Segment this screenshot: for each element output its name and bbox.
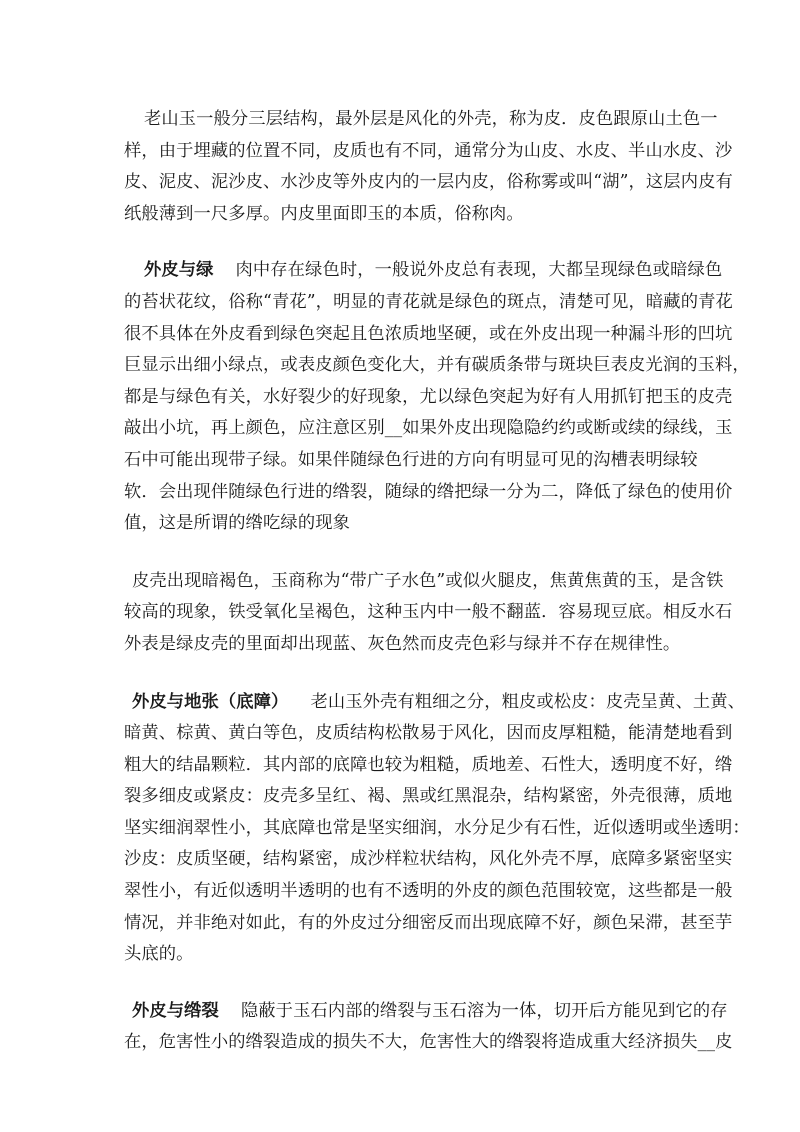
text-line: 翠性小，有近似透明半透明的也有不透明的外皮的颜色范围较宽，这些都是一般 bbox=[124, 881, 733, 902]
text-line: 都是与绿色有关，水好裂少的好现象，尤以绿色突起为好有人用抓钉把玉的皮壳 bbox=[124, 386, 733, 407]
text-line: 头底的。 bbox=[124, 944, 194, 965]
text-line: 粗大的结晶颗粒．其内部的底障也较为粗糙，质地差、石性大，透明度不好，绺 bbox=[124, 754, 733, 775]
text-line bbox=[124, 255, 723, 287]
text-span: 隐蔽于玉石内部的绺裂与玉石溶为一体，切开后方能见到它的存 bbox=[240, 1000, 728, 1021]
paragraph-skin-and-base bbox=[124, 687, 750, 971]
text-line: 沙皮：皮质坚硬，结构紧密，成沙样粒状结构，风化外壳不厚，底障多紧密坚实 bbox=[124, 849, 733, 870]
text-line: 敲出小坑，再上颜色，应注意区别__如果外皮出现隐隐约约或断或续的绿线，玉 bbox=[124, 418, 733, 439]
text-line: 的苔状花纹，俗称“青花”，明显的青花就是绿色的斑点，清楚可见，暗藏的青花 bbox=[124, 291, 733, 312]
document-page bbox=[124, 104, 750, 1059]
section-heading: 外皮与绺裂 bbox=[132, 1000, 219, 1021]
text-line: 坚实细润翠性小，其底障也常是坚实细润，水分足少有石性，近似透明或坐透明： bbox=[124, 817, 750, 838]
text-span: 肉中存在绿色时，一般说外皮总有表现，大都呈现绿色或暗绿色 bbox=[235, 260, 723, 281]
text-line: 较高的现象，铁受氧化呈褐色，这种玉内中一般不翻蓝．容易现豆底。相反水石 bbox=[124, 602, 733, 623]
text-line: 值，这是所谓的绺吃绿的现象 bbox=[124, 513, 350, 534]
text-line: 在，危害性小的绺裂造成的损失不大，危害性大的绺裂将造成重大经济损失__皮 bbox=[124, 1032, 733, 1053]
text-line: 外表是绿皮壳的里面却出现蓝、灰色然而皮壳色彩与绿并不存在规律性。 bbox=[124, 633, 681, 654]
text-line: 情况，并非绝对如此，有的外皮过分细密反而出现底障不好，颜色呆滞，甚至芋 bbox=[124, 912, 733, 933]
paragraph-dark-brown-skin bbox=[124, 566, 733, 661]
text-line bbox=[124, 996, 728, 1028]
text-line: 很不具体在外皮看到绿色突起且色浓质地坚硬，或在外皮出现一种漏斗形的凹坑 bbox=[124, 323, 733, 344]
text-line: 暗黄、棕黄、黄白等色，皮质结构松散易于风化，因而皮厚粗糙，能清楚地看到 bbox=[124, 723, 733, 744]
text-line: 样，由于埋藏的位置不同，皮质也有不同，通常分为山皮、水皮、半山水皮、沙 bbox=[124, 140, 733, 161]
text-line bbox=[124, 687, 745, 719]
paragraph-skin-and-cracks bbox=[124, 996, 733, 1059]
text-line: 软．会出现伴随绿色行进的绺裂，随绿的绺把绿一分为二，降低了绿色的使用价 bbox=[124, 481, 733, 502]
text-line: 裂多细皮或紧皮：皮壳多呈红、褐、黑或红黑混杂，结构紧密，外壳很薄，质地 bbox=[124, 786, 733, 807]
text-line: 巨显示出细小绿点，或表皮颜色变化大，并有碳质条带与斑块巨表皮光润的玉料， bbox=[124, 355, 750, 376]
text-line: 石中可能出现带子绿。如果伴随绿色行进的方向有明显可见的沟槽表明绿较 bbox=[124, 449, 698, 470]
section-heading: 外皮与绿 bbox=[144, 260, 214, 281]
text-line: 纸般薄到一尺多厚。内皮里面即玉的本质，俗称肉。 bbox=[124, 203, 524, 224]
text-line: 老山玉一般分三层结构，最外层是风化的外壳，称为皮．皮色跟原山土色一 bbox=[144, 109, 718, 129]
paragraph-skin-and-green bbox=[124, 255, 750, 539]
section-heading: 外皮与地张（底障） bbox=[132, 691, 289, 712]
paragraph-structure bbox=[124, 104, 718, 136]
text-line: 皮壳出现暗褐色，玉商称为“带广子水色”或似火腿皮，焦黄焦黄的玉，是含铁 bbox=[132, 570, 724, 591]
text-line: 皮、泥皮、泥沙皮、水沙皮等外皮内的一层内皮，俗称雾或叫“湖”，这层内皮有 bbox=[124, 172, 733, 193]
text-span: 老山玉外壳有粗细之分，粗皮或松皮：皮壳呈黄、土黄、 bbox=[310, 691, 745, 712]
